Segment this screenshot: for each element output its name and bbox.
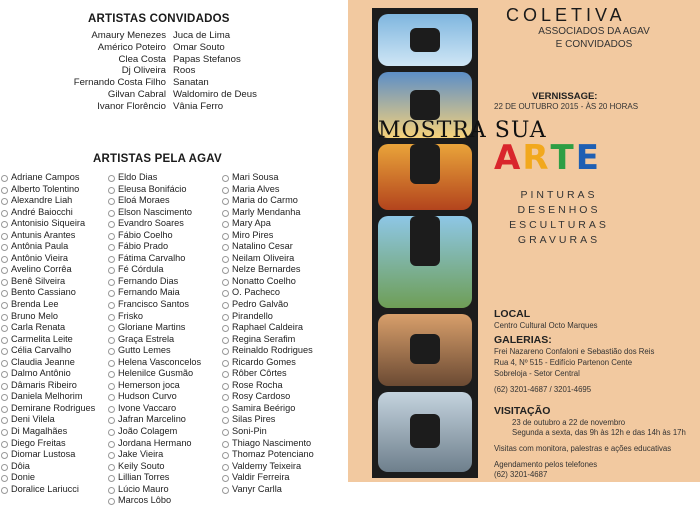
member-list-col2	[107, 172, 222, 507]
artist-name: Fé Córdula	[107, 264, 222, 276]
artist-name: Raphael Caldeira	[221, 322, 347, 334]
photo-letter-1	[378, 14, 472, 66]
artist-name: Nonatto Coelho	[221, 276, 347, 288]
artist-name: Eloá Moraes	[107, 195, 222, 207]
artist-name: Diomar Lustosa	[0, 449, 112, 461]
artist-name: Valdir Ferreira	[221, 472, 347, 484]
arte-letter: T	[550, 138, 576, 178]
artist-name: Daniela Melhorim	[0, 391, 112, 403]
artist-name: Ivone Vaccaro	[107, 403, 222, 415]
artist-name: Valdemy Teixeira	[221, 461, 347, 473]
artist-name: Doralice Lariucci	[0, 484, 112, 496]
artist-name: Célia Carvalho	[0, 345, 112, 357]
coletiva-title: COLETIVA	[506, 5, 626, 25]
guest-artists-title: ARTISTAS CONVIDADOS	[88, 13, 230, 25]
artist-name: Gloriane Martins	[107, 322, 222, 334]
guests-line: E CONVIDADOS	[555, 39, 633, 50]
artist-name: Américo Poteiro	[97, 41, 166, 53]
artist-name: Rose Rocha	[221, 380, 347, 392]
artist-name: Fábio Prado	[107, 241, 222, 253]
galleries-address: Rua 4, Nº 515 - Edifício Partenon Cente	[494, 358, 633, 367]
artist-name: Mari Sousa	[221, 172, 347, 184]
artist-name: Eldo Dias	[107, 172, 222, 184]
visitation-label: VISITAÇÃO	[494, 405, 551, 417]
artist-name: Vanyr Carlla	[221, 484, 347, 496]
artist-name: Deni Vilela	[0, 414, 112, 426]
artist-name: Pirandello	[221, 311, 347, 323]
artist-name: Rôber Côrtes	[221, 368, 347, 380]
artist-name: Fátima Carvalho	[107, 253, 222, 265]
artist-name: Keily Souto	[107, 461, 222, 473]
artist-name: Alberto Tolentino	[0, 184, 112, 196]
arte-letter: A	[494, 138, 523, 178]
discipline-sculptures: ESCULTURAS	[509, 219, 609, 231]
artist-name: Nelze Bernardes	[221, 264, 347, 276]
galleries-names: Frei Nazareno Confaloni e Sebastião dos Reis	[494, 347, 655, 356]
artist-name: Hudson Curvo	[107, 391, 222, 403]
discipline-drawings: DESENHOS	[517, 204, 601, 216]
artist-name: Soni-Pin	[221, 426, 347, 438]
artist-name: Avelino Corrêa	[0, 264, 112, 276]
artist-name: Maria Alves	[221, 184, 347, 196]
photo-letter-6	[378, 392, 472, 472]
artist-name: Amaury Menezes	[91, 30, 166, 41]
artist-name: Lillian Torres	[107, 472, 222, 484]
artist-name: Omar Souto	[173, 41, 225, 53]
artist-name: Dôia	[0, 461, 112, 473]
arte-letter: R	[522, 138, 551, 178]
artist-name: Roos	[173, 65, 196, 77]
artist-name: Graça Estrela	[107, 334, 222, 346]
artist-name: Silas Pires	[221, 414, 347, 426]
scheduling-phone: (62) 3201-4687	[494, 470, 548, 479]
artist-name: Fernando Maia	[107, 287, 222, 299]
visitation-guided: Visitas com monitora, palestras e ações educativas	[494, 444, 672, 453]
guest-list-col1	[60, 30, 166, 113]
artist-name: Jake Vieira	[107, 449, 222, 461]
galleries-label: GALERIAS:	[494, 334, 552, 346]
artist-name: Demirane Rodrigues	[0, 403, 112, 415]
associates-line: ASSOCIADOS DA AGAV	[538, 26, 650, 37]
artist-name: Thomaz Potenciano	[221, 449, 347, 461]
artist-name: Fábio Coelho	[107, 230, 222, 242]
artist-name: Evandro Soares	[107, 218, 222, 230]
artist-name: Juca de Lima	[173, 30, 231, 41]
arte-heading	[494, 138, 601, 178]
artist-name: Samira Beérigo	[221, 403, 347, 415]
artist-name: Neilam Oliveira	[221, 253, 347, 265]
artist-name: Jafran Marcelino	[107, 414, 222, 426]
artist-name: Hemerson joca	[107, 380, 222, 392]
letter-hole	[410, 414, 440, 448]
member-list-col3	[221, 172, 347, 495]
discipline-engravings: GRAVURAS	[517, 234, 601, 246]
artist-name: Brenda Lee	[0, 299, 112, 311]
artist-name: O. Pacheco	[221, 287, 347, 299]
artist-name: Diego Freitas	[0, 438, 112, 450]
guest-list-col2	[173, 30, 283, 113]
artist-name: Francisco Santos	[107, 299, 222, 311]
artist-name: Dj Oliveira	[121, 65, 166, 77]
goiania-photo-letters	[372, 8, 478, 478]
artist-name: Ivanor Florêncio	[97, 100, 166, 112]
artist-name: Carla Renata	[0, 322, 112, 334]
artist-name: André Baiocchi	[0, 207, 112, 219]
artist-name: Ricardo Gomes	[221, 357, 347, 369]
artist-name: Mary Apa	[221, 218, 347, 230]
artist-name: Bento Cassiano	[0, 287, 112, 299]
artist-name: Benê Silveira	[0, 276, 112, 288]
artist-name: Dalmo Antônio	[0, 368, 112, 380]
photo-letter-5	[378, 314, 472, 386]
artist-name: Marcos Lôbo	[107, 495, 222, 507]
artist-name: Claudia Jeanne	[0, 357, 112, 369]
artist-name: Jordana Hermano	[107, 438, 222, 450]
artist-name: Antônio Vieira	[0, 253, 112, 265]
artist-name: Bruno Melo	[0, 311, 112, 323]
artist-name: Papas Stefanos	[173, 53, 241, 65]
artist-name: Carmelita Leite	[0, 334, 112, 346]
artist-name: Antunis Arantes	[0, 230, 112, 242]
artist-name: Di Magalhães	[0, 426, 112, 438]
artist-name: Sanatan	[173, 77, 209, 89]
artist-name: Reinaldo Rodrigues	[221, 345, 347, 357]
arte-letter: E	[575, 138, 601, 178]
artist-name: Vânia Ferro	[173, 100, 224, 112]
artist-name: Adriane Campos	[0, 172, 112, 184]
member-list-col1	[0, 172, 112, 495]
letter-hole	[410, 28, 440, 52]
artist-name: Marly Mendanha	[221, 207, 347, 219]
discipline-paintings: PINTURAS	[520, 189, 598, 201]
artist-name: Elson Nascimento	[107, 207, 222, 219]
artist-name: Lúcio Mauro	[107, 484, 222, 496]
artist-name: Regina Serafim	[221, 334, 347, 346]
galleries-phones: (62) 3201-4687 / 3201-4695	[494, 385, 592, 394]
visitation-dates: 23 de outubro a 22 de novembro	[512, 418, 626, 427]
scheduling-text: Agendamento pelos telefones	[494, 460, 598, 469]
photo-letter-4	[378, 216, 472, 308]
artist-name: Natalino Cesar	[221, 241, 347, 253]
letter-hole	[410, 90, 440, 120]
artist-name: Miro Pires	[221, 230, 347, 242]
mostra-sua-heading: MOSTRA SUA	[378, 118, 547, 143]
galleries-address-2: Sobreloja - Setor Central	[494, 369, 580, 378]
letter-hole	[410, 144, 440, 184]
visitation-hours: Segunda a sexta, das 9h às 12h e das 14h às 17h	[512, 428, 686, 437]
artist-name: Helenilce Gusmão	[107, 368, 222, 380]
artist-name: Gilvan Cabral	[107, 88, 166, 100]
letter-hole	[410, 334, 440, 364]
artist-name: Donie	[0, 472, 112, 484]
artist-name: Frisko	[107, 311, 222, 323]
vernissage-date: 22 DE OUTUBRO 2015 - ÀS 20 HORAS	[494, 102, 639, 111]
local-label: LOCAL	[494, 308, 531, 320]
artist-name: Fernando Costa Filho	[73, 77, 166, 89]
artist-name: Pedro Galvão	[221, 299, 347, 311]
artist-name: Dâmaris Ribeiro	[0, 380, 112, 392]
artist-name: Antonisio Siqueira	[0, 218, 112, 230]
artist-name: Antônia Paula	[0, 241, 112, 253]
artist-name: Thiago Nascimento	[221, 438, 347, 450]
artist-name: Helena Vasconcelos	[107, 357, 222, 369]
artist-name: Eleusa Bonifácio	[107, 184, 222, 196]
letter-hole	[410, 216, 440, 266]
artist-name: Waldomiro de Deus	[173, 88, 257, 100]
local-venue: Centro Cultural Octo Marques	[494, 321, 598, 330]
artist-name: Alexandre Liah	[0, 195, 112, 207]
photo-letter-3	[378, 144, 472, 210]
artist-name: João Colagem	[107, 426, 222, 438]
artist-name: Gutto Lemes	[107, 345, 222, 357]
artist-name: Fernando Dias	[107, 276, 222, 288]
artist-name: Rosy Cardoso	[221, 391, 347, 403]
artist-name: Maria do Carmo	[221, 195, 347, 207]
vernissage-label: VERNISSAGE:	[532, 91, 598, 102]
artist-name: Clea Costa	[118, 53, 166, 65]
member-artists-title: ARTISTAS PELA AGAV	[93, 153, 222, 165]
